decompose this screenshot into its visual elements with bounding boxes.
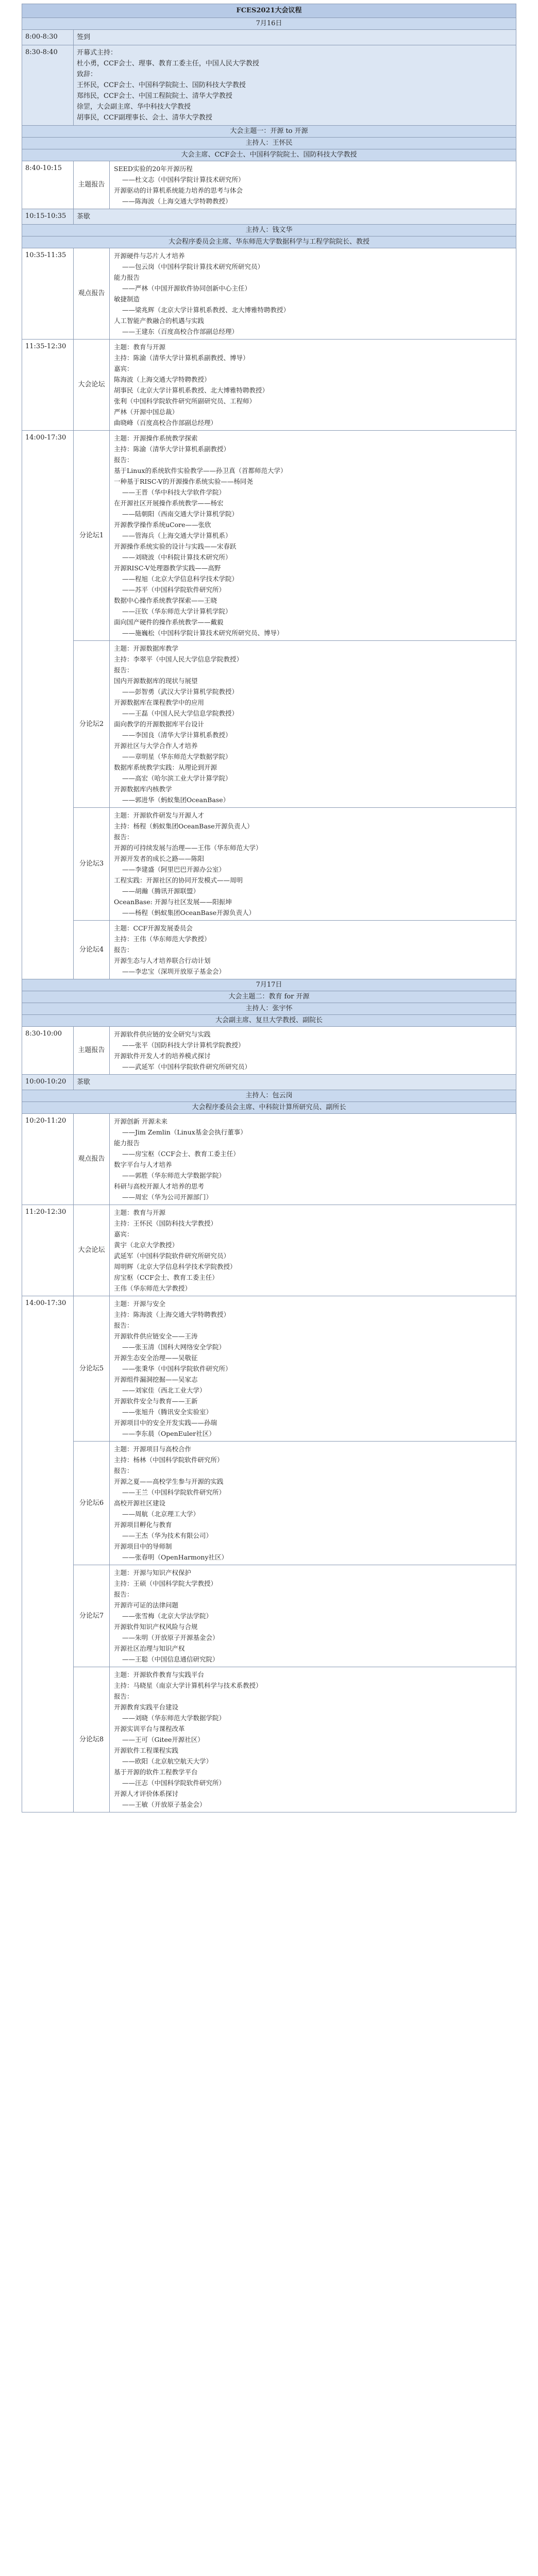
theme-one-banner: 大会主题一：开源 to 开源	[22, 125, 516, 138]
viewpoint-two-line: 能力报告	[114, 1139, 140, 1147]
sub-forum-line: 开源许可证的法律问题	[114, 1601, 179, 1609]
sub-forum-line: 开源之夏——高校学生参与开源的实践	[114, 1478, 224, 1485]
sub-forum-line: ——王磊（中国人民大学信息学院教授）	[122, 709, 239, 717]
keynote-one-sub	[74, 161, 516, 209]
opening-1-row	[22, 29, 516, 45]
sub-forum-line: ——李忠宝（深圳开放原子基金会）	[122, 968, 226, 975]
sub-forum-line: 开源项目中的导师制	[114, 1543, 172, 1550]
keynote-one-line: ——杜文志（中国科学院计算技术研究所）	[122, 176, 245, 183]
sub-forum-line: 开源软件供应链安全——王涛	[114, 1332, 198, 1340]
forum-one-body	[74, 340, 516, 430]
break-two-time: 10:00-10:20	[22, 1075, 74, 1090]
sub-forum-line: 主题：CCF开源发展委员会	[114, 924, 193, 932]
break-one-content	[74, 209, 516, 224]
keynote-one-line: 开源驱动的计算机系统能力培养的思考与体会	[114, 187, 243, 194]
forum-two-line: 房宝枢（CCF会士、教育工委主任）	[114, 1274, 218, 1281]
sub-forum-line: 报告：	[114, 1590, 133, 1598]
opening-2-line: 开幕式主持：	[77, 49, 117, 57]
parallel-one-time: 14:00-17:30	[22, 431, 74, 979]
sub-forum-line: ——周航（北京理工大学）	[122, 1510, 200, 1518]
viewpoint-one-body	[74, 248, 516, 339]
host-four: 主持人：包云岗	[22, 1090, 516, 1102]
sub-forum-tag: 分论坛3	[74, 808, 110, 920]
keynote-two-tag: 主题报告	[74, 1027, 110, 1074]
viewpoint-one-sub	[74, 248, 516, 339]
viewpoint-two-body	[74, 1114, 516, 1205]
sub-forum-content	[110, 921, 516, 979]
forum-one-line: 张利（中国科学院软件研究所副研究员、工程师）	[114, 397, 256, 405]
sub-forum-content	[110, 641, 516, 807]
sub-forum-line: 开源开发者的成长之路——陈阳	[114, 855, 205, 862]
sub-forum-tag: 分论坛6	[74, 1442, 110, 1565]
sub-forum-line: 开源社区治理与知识产权	[114, 1645, 185, 1652]
forum-one-line: 嘉宾：	[114, 365, 133, 372]
sub-forum-line: 主题：开源与安全	[114, 1300, 166, 1308]
sub-forum-line: 开源教育实践平台建设	[114, 1703, 179, 1711]
sub-forum-line: 主持：王硕（中国科学院大学教授）	[114, 1580, 217, 1587]
sub-forum-line: ——刘晓波（中科院计算技术研究所）	[122, 553, 232, 561]
sub-forum-line: 报告：	[114, 456, 133, 464]
sub-forum-line: 主持：李翠平（中国人民大学信息学院教授）	[114, 655, 243, 663]
opening-2-row	[22, 45, 516, 126]
sub-forum-2	[74, 640, 516, 807]
forum-one-line: 曲晓峰（百度高校合作部副总经理）	[114, 419, 217, 427]
break-two-row	[22, 1074, 516, 1090]
sub-forum-line: 开源软件安全与教育——王新	[114, 1397, 198, 1405]
viewpoint-one-time: 10:35-11:35	[22, 248, 74, 339]
sub-forum-line: 报告：	[114, 833, 133, 841]
parallel-two-time: 14:00-17:30	[22, 1296, 74, 1812]
viewpoint-two-line: ——郭胜（华东师范大学数据学院）	[122, 1172, 226, 1179]
sub-forum-line: 主持：马晓星（南京大学计算机科学与技术系教授）	[114, 1682, 262, 1689]
sub-forum-line: 基于开源的软件工程教学平台	[114, 1768, 198, 1776]
sub-forum-line: ——陆朝阳（西南交通大学计算机学院）	[122, 510, 239, 518]
sub-forum-line: ——王聪（中国信息通信研究院）	[122, 1655, 219, 1663]
sub-forum-line: 开源项目孵化与教育	[114, 1521, 172, 1529]
sub-forum-line: ——刘晓（华东师范大学数据学院）	[122, 1714, 226, 1722]
opening-2-line: 胡事民，CCF副理事长、会士、清华大学教授	[77, 114, 212, 122]
day2-date: 7月17日	[22, 979, 516, 991]
viewpoint-block-one	[22, 248, 516, 340]
sub-forum-line: 开源人才评价体系探讨	[114, 1790, 179, 1798]
sub-forum-line: 主持：王伟（华东师范大学教授）	[114, 935, 211, 943]
sub-forum-line: 基于Linux的系统软件实验教学——孙卫真（首都师范大学）	[114, 467, 287, 474]
sub-forum-tag: 分论坛7	[74, 1565, 110, 1667]
viewpoint-one-line: ——梁兆辉（北京大学计算机系教授、北大博雅特聘教授）	[122, 306, 290, 314]
parallel-forums-day2	[22, 1296, 516, 1812]
viewpoint-two-line: ——房宝枢（CCF会士、教育工委主任）	[122, 1150, 240, 1158]
sub-forum-content	[110, 431, 516, 640]
sub-forum-line: ——王杰（华为技术有限公司）	[122, 1532, 213, 1539]
parallel-two-body	[74, 1296, 516, 1812]
break-two-line: 茶歇	[77, 1078, 91, 1086]
keynote-one-line: SEED实验的20年开源历程	[114, 165, 193, 173]
opening-1-content	[74, 30, 516, 45]
forum-one-tag: 大会论坛	[74, 340, 110, 430]
sub-forum-line: ——杨程（蚂蚁集团OceanBase开源负责人）	[122, 909, 256, 917]
host-three: 主持人：张宇怀	[22, 1003, 516, 1015]
sub-forum-line: ——张秉华（中国科学院软件研究所）	[122, 1365, 232, 1372]
sub-forum-line: ——张玉清（国科大网络安全学院）	[122, 1343, 226, 1351]
keynote-two-line: ——张平（国防科技大学计算机学院教授）	[122, 1041, 245, 1049]
sub-forum-line: ——管海兵（上海交通大学计算机系）	[122, 532, 232, 539]
sub-forum-line: ——欧阳（北京航空航天大学）	[122, 1757, 213, 1765]
sub-forum-line: ——王晋（华中科技大学软件学院）	[122, 488, 226, 496]
viewpoint-two-line: ——Jim Zemlin（Linux基金会执行董事）	[122, 1128, 247, 1136]
sub-forum-line: 一种基于RISC-V的开源操作系统实验——杨同尧	[114, 478, 253, 485]
viewpoint-two-row	[22, 1113, 516, 1205]
sub-forum-line: ——张旭升（腾讯安全实验室）	[122, 1408, 213, 1416]
sub-forum-content	[110, 1296, 516, 1441]
host-three-intro: 大会副主席、复旦大学教授、副院长	[22, 1014, 516, 1027]
sub-forum-line: 主持：杨程（蚂蚁集团OceanBase开源负责人）	[114, 822, 254, 830]
keynote-one-content	[110, 161, 516, 209]
sub-forum-line: 主题：开源项目与高校合作	[114, 1445, 192, 1453]
sub-forum-line: OceanBase: 开源与社区发展——阳振坤	[114, 898, 232, 906]
sub-forum-line: 面向国产硬件的操作系统教学——戴毅	[114, 618, 224, 626]
parallel-one-row	[22, 430, 516, 979]
sub-forum-line: 国内开源数据库的现状与展望	[114, 677, 198, 685]
sub-forum-line: ——苏平（中国科学院软件研究所）	[122, 586, 226, 594]
keynote-two-line: 开源软件开发人才的培养模式探讨	[114, 1052, 211, 1060]
forum-two-line: 武延军（中国科学院软件研究所研究员）	[114, 1252, 230, 1260]
sub-forum-line: 主题：开源数据库教学	[114, 645, 179, 652]
forum-one-line: 陈海波（上海交通大学特聘教授）	[114, 376, 211, 383]
keynote-two-line: 开源软件供应链的安全研究与实践	[114, 1030, 211, 1038]
forum-block-one	[22, 339, 516, 431]
sub-forum-line: ——张春明（OpenHarmony社区）	[122, 1553, 228, 1561]
day1-date: 7月16日	[22, 18, 516, 30]
viewpoint-two-line: ——周宏（华为公司开源部门）	[122, 1193, 213, 1201]
sub-forum-line: 主题：开源与知识产权保护	[114, 1569, 192, 1577]
viewpoint-one-line: 人工智能产教融合的机遇与实践	[114, 317, 205, 325]
sub-forum-line: 开源生态安全治理——吴敬征	[114, 1354, 198, 1362]
keynote-two-content	[110, 1027, 516, 1074]
sub-forum-line: ——胡瀚（腾讯开源联盟）	[122, 887, 200, 895]
sub-forum-3	[74, 807, 516, 920]
forum-two-line: 黄宇（北京大学教授）	[114, 1241, 179, 1249]
sub-forum-line: ——李建盛（阿里巴巴开源办公室）	[122, 866, 226, 873]
sub-forum-tag: 分论坛2	[74, 641, 110, 807]
viewpoint-two-line: 数字平台与人才培养	[114, 1161, 172, 1168]
forum-two-line: 主题：教育与开源	[114, 1209, 166, 1216]
sub-forum-line: ——张雪梅（北京大学法学院）	[122, 1612, 213, 1620]
forum-one-sub	[74, 340, 516, 430]
sub-forum-content	[110, 1442, 516, 1565]
sub-forum-content	[110, 808, 516, 920]
sub-forum-line: 主持：陈渝（清华大学计算机系副教授）	[114, 445, 230, 453]
viewpoint-one-line: ——严林（中国开源软件协同创新中心主任）	[122, 284, 251, 292]
viewpoint-two-line: 开源创新 开源未来	[114, 1117, 167, 1125]
forum-two-row	[22, 1205, 516, 1296]
forum-two-line: 主持：王怀民（国防科技大学教授）	[114, 1219, 217, 1227]
viewpoint-one-line: 能力报告	[114, 274, 140, 281]
sub-forum-line: 在开源社区开展操作系统教学——杨宏	[114, 499, 224, 507]
sub-forum-line: ——刘家佳（西北工业大学）	[122, 1386, 206, 1394]
sub-forum-4	[74, 920, 516, 979]
forum-block-two	[22, 1205, 516, 1296]
sub-forum-4	[74, 1667, 516, 1812]
sub-forum-line: 开源RISC-V处理器教学实践——高野	[114, 564, 221, 572]
theme-two-banner: 大会主题二：教育 for 开源	[22, 991, 516, 1003]
document-title: FCES2021大会议程	[22, 4, 516, 18]
keynote-one-tag: 主题报告	[74, 161, 110, 209]
sub-forum-line: 报告：	[114, 666, 133, 674]
keynote-one-row	[22, 161, 516, 209]
sub-forum-line: 开源数据库内核教学	[114, 785, 172, 793]
sub-forum-line: 数据中心操作系统教学探索——王晓	[114, 597, 217, 604]
sub-forum-line: 数据库系统教学实践：从理论到开源	[114, 764, 217, 771]
sub-forum-line: ——王兰（中国科学院软件研究所）	[122, 1488, 226, 1496]
forum-two-time: 11:20-12:30	[22, 1205, 74, 1296]
agenda-document	[22, 4, 516, 1812]
keynote-two-time: 8:30-10:00	[22, 1027, 74, 1074]
viewpoint-two-line: 科研与高校开源人才培养的思考	[114, 1182, 205, 1190]
break-two	[22, 1074, 516, 1090]
sub-forum-line: ——章明星（华东师范大学数据学院）	[122, 753, 232, 760]
break-two-content	[74, 1075, 516, 1090]
sub-forum-line: 开源项目中的安全开发实践——孙瑞	[114, 1419, 217, 1427]
viewpoint-block-two	[22, 1113, 516, 1205]
keynote-block-two	[22, 1026, 516, 1075]
sub-forum-line: 面向教学的开源数据库平台设计	[114, 720, 205, 728]
sub-forum-line: 开源社区与大学合作人才培养	[114, 742, 198, 750]
break-one	[22, 209, 516, 225]
sub-forum-line: ——李东晨（OpenEuler社区）	[122, 1430, 215, 1437]
sub-forum-line: ——李国良（清华大学计算机系教授）	[122, 731, 232, 739]
sub-forum-line: 开源数据库在课程教学中的应用	[114, 699, 205, 706]
sub-forum-line: 开源组件漏洞挖掘——吴家志	[114, 1376, 198, 1383]
sub-forum-tag: 分论坛5	[74, 1296, 110, 1441]
forum-two-line: 王伟（华东师范大学教授）	[114, 1284, 192, 1292]
sub-forum-line: ——王可（Gitee开源社区）	[122, 1736, 204, 1743]
parallel-forums-day1	[22, 430, 516, 979]
keynote-one-line: ——陈海波（上海交通大学特聘教授）	[122, 197, 232, 205]
sub-forum-line: 开源教学操作系统uCore——张欣	[114, 521, 211, 529]
sub-forum-line: 主题：开源软件研发与开源人才	[114, 811, 205, 819]
forum-two-line: 周明辉（北京大学信息科学技术学院教授）	[114, 1263, 237, 1270]
viewpoint-one-content	[110, 248, 516, 339]
sub-forum-line: 开源的可持续发展与治理——王伟（华东师范大学）	[114, 844, 262, 852]
opening-2-line: 郑纬民，CCF会士、中国工程院院士、清华大学教授	[77, 92, 232, 100]
sub-forum-tag: 分论坛1	[74, 431, 110, 640]
sub-forum-content	[110, 1565, 516, 1667]
break-one-time: 10:15-10:35	[22, 209, 74, 224]
sub-forum-line: 工程实践：开源社区的协同开发模式——周明	[114, 876, 243, 884]
sub-forum-line: 高校开源社区建设	[114, 1499, 166, 1507]
sub-forum-line: 主持：陈海波（上海交通大学特聘教授）	[114, 1311, 230, 1318]
opening-2-content	[74, 45, 516, 125]
forum-one-content	[110, 340, 516, 430]
sub-forum-line: 开源操作系统实验的设计与实践——宋春跃	[114, 543, 237, 550]
parallel-one-body	[74, 431, 516, 979]
viewpoint-two-tag: 观点报告	[74, 1114, 110, 1205]
keynote-two-line: ——武延军（中国科学院软件研究所研究员）	[122, 1063, 251, 1071]
sub-forum-line: ——汪志（中国科学院软件研究所）	[122, 1779, 226, 1787]
viewpoint-one-tag: 观点报告	[74, 248, 110, 339]
day1-opening-rows	[22, 29, 516, 126]
viewpoint-two-time: 10:20-11:20	[22, 1114, 74, 1205]
sub-forum-1	[74, 1296, 516, 1441]
opening-2-line: 徐罡，大会副主席、华中科技大学教授	[77, 103, 191, 111]
sub-forum-line: ——朱明（开放原子开源基金会）	[122, 1634, 219, 1641]
sub-forum-line: 开源软件工程课程实践	[114, 1747, 179, 1754]
forum-one-line: 主题：教育与开源	[114, 343, 166, 351]
sub-forum-line: 报告：	[114, 1321, 133, 1329]
opening-2-line: 杜小勇，CCF会士、理事、教育工委主任，中国人民大学教授	[77, 60, 259, 67]
sub-forum-line: 开源软件知识产权风险与合规	[114, 1623, 198, 1631]
keynote-one-body	[74, 161, 516, 209]
sub-forum-tag: 分论坛4	[74, 921, 110, 979]
forum-one-line: 严林（开源中国总裁）	[114, 408, 179, 416]
host-one: 主持人：王怀民	[22, 137, 516, 149]
host-two-intro: 大会程序委员会主席、华东师范大学数据科学与工程学院院长、教授	[22, 236, 516, 248]
break-one-row	[22, 209, 516, 225]
forum-one-line: 胡事民（北京大学计算机系教授、北大博雅特聘教授）	[114, 386, 269, 394]
forum-two-body	[74, 1205, 516, 1296]
sub-forum-content	[110, 1667, 516, 1812]
viewpoint-one-line: 敏捷制造	[114, 295, 140, 303]
host-four-intro: 大会程序委员会主席、中科院计算所研究员、副所长	[22, 1101, 516, 1114]
forum-one-time: 11:35-12:30	[22, 340, 74, 430]
sub-forum-1	[74, 431, 516, 640]
viewpoint-one-line: 开源硬件与芯片人才培养	[114, 252, 185, 260]
forum-two-sub	[74, 1205, 516, 1296]
keynote-two-sub	[74, 1027, 516, 1074]
keynote-block-one	[22, 161, 516, 209]
viewpoint-one-row	[22, 248, 516, 340]
sub-forum-line: 报告：	[114, 1692, 133, 1700]
sub-forum-line: ——高宏（哈尔滨工业大学计算学院）	[122, 774, 232, 782]
sub-forum-line: 主题：开源软件教育与实践平台	[114, 1671, 205, 1679]
sub-forum-line: ——王敏（开放原子基金会）	[122, 1801, 206, 1808]
break-one-line: 茶歇	[77, 213, 91, 221]
sub-forum-line: 报告：	[114, 946, 133, 954]
viewpoint-one-line: ——包云岗（中国科学院计算技术研究所研究员）	[122, 263, 264, 270]
forum-two-content	[110, 1205, 516, 1296]
viewpoint-two-content	[110, 1114, 516, 1205]
keynote-two-body	[74, 1027, 516, 1074]
host-two: 主持人：钱文华	[22, 224, 516, 236]
sub-forum-line: ——彭智勇（武汉大学计算机学院教授）	[122, 688, 239, 696]
sub-forum-line: ——郭进华（蚂蚁集团OceanBase）	[122, 796, 230, 804]
sub-forum-tag: 分论坛8	[74, 1667, 110, 1812]
opening-1-line: 签到	[77, 33, 91, 41]
host-one-intro: 大会主席、CCF会士、中国科学院院士、国防科技大学教授	[22, 149, 516, 161]
sub-forum-line: ——程旭（北京大学信息科学技术学院）	[122, 575, 239, 583]
opening-2-time: 8:30-8:40	[22, 45, 74, 125]
opening-1-time: 8:00-8:30	[22, 30, 74, 45]
parallel-two-row	[22, 1296, 516, 1812]
viewpoint-two-sub	[74, 1114, 516, 1205]
sub-forum-line: 主题：开源操作系统教学探索	[114, 434, 198, 442]
viewpoint-one-line: ——王建东（百度高校合作部副总经理）	[122, 328, 239, 335]
sub-forum-3	[74, 1565, 516, 1667]
sub-forum-line: 报告：	[114, 1467, 133, 1475]
forum-two-tag: 大会论坛	[74, 1205, 110, 1296]
keynote-two-row	[22, 1026, 516, 1075]
sub-forum-line: 开源实训平台与课程改革	[114, 1725, 185, 1733]
forum-one-line: 主持：陈渝（清华大学计算机系副教授、博导）	[114, 354, 249, 362]
forum-one-row	[22, 339, 516, 431]
opening-2-line: 致辞：	[77, 71, 97, 78]
sub-forum-line: ——汪钦（华东师范大学计算机学院）	[122, 607, 232, 615]
opening-2-line: 王怀民，CCF会士、中国科学院院士、国防科技大学教授	[77, 81, 246, 89]
forum-two-line: 嘉宾：	[114, 1230, 133, 1238]
sub-forum-2	[74, 1441, 516, 1565]
sub-forum-line: 开源生态与人才培养联合行动计划	[114, 957, 211, 964]
keynote-one-time: 8:40-10:15	[22, 161, 74, 209]
sub-forum-line: 主持：杨林（中国科学院软件研究所）	[114, 1456, 224, 1464]
sub-forum-line: ——施巍松（中国科学院计算技术研究所研究员、博导）	[122, 629, 283, 637]
